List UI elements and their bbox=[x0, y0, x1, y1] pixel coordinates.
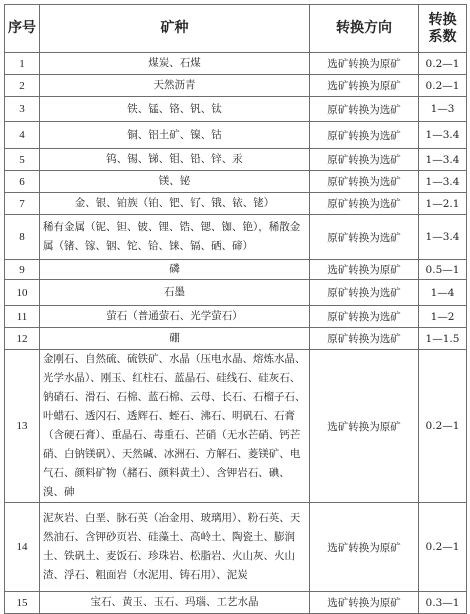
row-no: 4 bbox=[5, 122, 40, 149]
coefficient-cell: 1—3.4 bbox=[419, 149, 467, 171]
direction-cell: 原矿转换为选矿 bbox=[310, 215, 419, 260]
row-no: 2 bbox=[5, 75, 40, 97]
direction-cell: 选矿转换为原矿 bbox=[310, 75, 419, 97]
row-no: 6 bbox=[5, 171, 40, 193]
direction-cell: 原矿转换为选矿 bbox=[310, 122, 419, 149]
mineral-cell: 镁、铋 bbox=[40, 171, 310, 193]
coefficient-cell: 0.2—1 bbox=[419, 350, 467, 503]
row-no: 5 bbox=[5, 149, 40, 171]
conversion-table bbox=[4, 4, 467, 614]
mineral-cell: 硼 bbox=[40, 328, 310, 350]
table-row bbox=[5, 75, 467, 97]
direction-cell: 选矿转换为原矿 bbox=[310, 503, 419, 592]
mineral-cell: 铜、铝土矿、镍、钴 bbox=[40, 122, 310, 149]
direction-cell: 原矿转换为选矿 bbox=[310, 97, 419, 122]
direction-cell: 选矿转换为原矿 bbox=[310, 260, 419, 280]
table-row bbox=[5, 122, 467, 149]
row-no: 11 bbox=[5, 306, 40, 328]
direction-cell: 原矿转换为选矿 bbox=[310, 149, 419, 171]
row-no: 14 bbox=[5, 503, 40, 592]
mineral-cell: 金刚石、自然硫、硫铁矿、水晶（压电水晶、熔炼水晶、光学水晶）、刚玉、红柱石、蓝晶石、硅线石、硅灰石、钠硝石、滑石、石棉、蓝石棉、云母、长石、石榴子石、叶蜡石、透闪石、透辉石、蛭石、沸石、明矾石、石膏（含硬石膏）、重晶石、毒重石、芒硝（无水芒硝、钙芒硝、白钠镁矾）、天然碱、冰洲石、方解石、菱镁矿、电气石、颜料矿物（赭石、颜料黄土）、含钾岩石、碘、溴、砷 bbox=[40, 350, 310, 503]
coefficient-cell: 0.2—1 bbox=[419, 503, 467, 592]
row-no: 3 bbox=[5, 97, 40, 122]
coefficient-cell: 1—3.4 bbox=[419, 122, 467, 149]
mineral-cell: 煤炭、石煤 bbox=[40, 53, 310, 75]
mineral-cell: 金、银、铂族（铂、钯、钌、锇、铱、铑） bbox=[40, 193, 310, 215]
table-row bbox=[5, 592, 467, 614]
row-no: 15 bbox=[5, 592, 40, 614]
table-row bbox=[5, 149, 467, 171]
direction-cell: 原矿转换为选矿 bbox=[310, 306, 419, 328]
coefficient-cell: 1—4 bbox=[419, 280, 467, 306]
mineral-cell: 萤石（普通萤石、光学萤石） bbox=[40, 306, 310, 328]
coefficient-cell: 0.5—1 bbox=[419, 260, 467, 280]
mineral-cell: 石墨 bbox=[40, 280, 310, 306]
header-mineral: 矿种 bbox=[40, 5, 310, 53]
mineral-cell: 泥灰岩、白垩、脉石英（冶金用、玻璃用）、粉石英、天然油石、含钾砂页岩、硅藻土、高岭土、陶瓷土、膨润土、铁矾土、麦饭石、珍珠岩、松脂岩、火山灰、火山渣、浮石、粗面岩（水泥用、铸石用）、泥炭 bbox=[40, 503, 310, 592]
header-row bbox=[5, 5, 467, 53]
mineral-cell: 宝石、黄玉、玉石、玛瑙、工艺水晶 bbox=[40, 592, 310, 614]
header-no: 序号 bbox=[5, 5, 40, 53]
table-row bbox=[5, 215, 467, 260]
table-row bbox=[5, 306, 467, 328]
table-row bbox=[5, 97, 467, 122]
table-row bbox=[5, 193, 467, 215]
mineral-cell: 稀有金属（铌、钽、铍、锂、锆、锶、铷、铯），稀散金属（锗、镓、铟、铊、铪、铼、镉、硒、碲） bbox=[40, 215, 310, 260]
table-row bbox=[5, 503, 467, 592]
table-row bbox=[5, 350, 467, 503]
direction-cell: 原矿转换为选矿 bbox=[310, 280, 419, 306]
table-row bbox=[5, 171, 467, 193]
coefficient-cell: 1—1.5 bbox=[419, 328, 467, 350]
coefficient-cell: 1—3.4 bbox=[419, 171, 467, 193]
header-coefficient: 转换系数 bbox=[419, 5, 467, 53]
table-row bbox=[5, 280, 467, 306]
direction-cell: 选矿转换为原矿 bbox=[310, 350, 419, 503]
mineral-cell: 铁、锰、铬、钒、钛 bbox=[40, 97, 310, 122]
mineral-cell: 磷 bbox=[40, 260, 310, 280]
coefficient-cell: 1—2.1 bbox=[419, 193, 467, 215]
table-row bbox=[5, 260, 467, 280]
header-direction: 转换方向 bbox=[310, 5, 419, 53]
coefficient-cell: 0.2—1 bbox=[419, 75, 467, 97]
coefficient-cell: 0.2—1 bbox=[419, 53, 467, 75]
table-row bbox=[5, 328, 467, 350]
row-no: 10 bbox=[5, 280, 40, 306]
row-no: 8 bbox=[5, 215, 40, 260]
table-row bbox=[5, 53, 467, 75]
coefficient-cell: 1—3.4 bbox=[419, 215, 467, 260]
direction-cell: 选矿转换为原矿 bbox=[310, 53, 419, 75]
row-no: 7 bbox=[5, 193, 40, 215]
row-no: 12 bbox=[5, 328, 40, 350]
direction-cell: 原矿转换为选矿 bbox=[310, 193, 419, 215]
direction-cell: 原矿转换为选矿 bbox=[310, 328, 419, 350]
direction-cell: 选矿转换为原矿 bbox=[310, 592, 419, 614]
mineral-cell: 天然沥青 bbox=[40, 75, 310, 97]
direction-cell: 原矿转换为选矿 bbox=[310, 171, 419, 193]
row-no: 9 bbox=[5, 260, 40, 280]
row-no: 13 bbox=[5, 350, 40, 503]
row-no: 1 bbox=[5, 53, 40, 75]
coefficient-cell: 1—3 bbox=[419, 97, 467, 122]
mineral-cell: 钨、锡、锑、钼、铅、锌、汞 bbox=[40, 149, 310, 171]
coefficient-cell: 1—2 bbox=[419, 306, 467, 328]
coefficient-cell: 0.3—1 bbox=[419, 592, 467, 614]
